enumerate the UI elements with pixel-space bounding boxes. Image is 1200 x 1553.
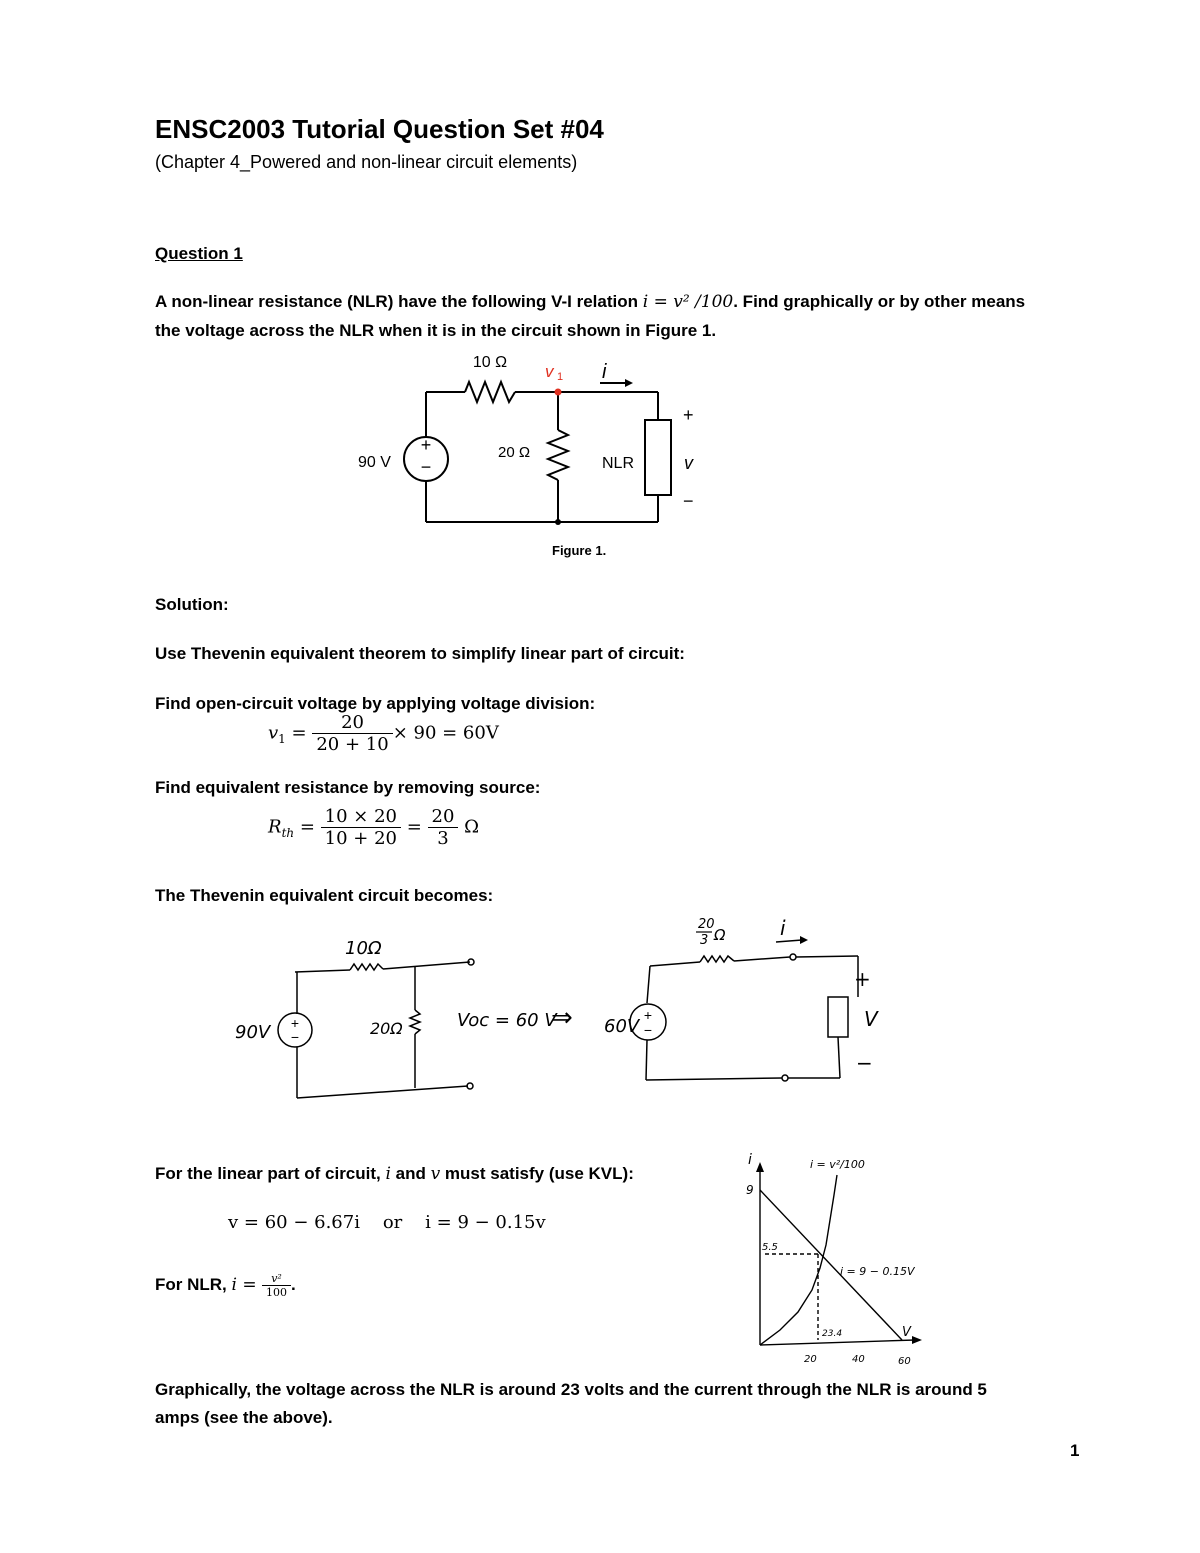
kvl-text-and: and	[390, 1164, 431, 1183]
graph-y-tick: 9	[746, 1183, 754, 1197]
eq1-fraction	[312, 712, 392, 755]
page-number: 1	[1070, 1441, 1080, 1460]
equation-v1: $v_1$ = $\frac{20}{20 + 10}$ × 90 = 60V	[268, 712, 499, 755]
graph-x-tick-40: 40	[852, 1354, 865, 1365]
solution-heading: Solution:	[155, 595, 229, 614]
graph-x-tick-60: 60	[898, 1356, 911, 1367]
label-i: i	[602, 361, 607, 383]
sketch-right-minus: −	[856, 1051, 873, 1075]
source-plus: +	[420, 435, 432, 455]
question-text-line1	[155, 292, 1025, 312]
sketch-right-plus: +	[854, 967, 871, 991]
sketch-right-source-plus: +	[643, 1007, 653, 1023]
kvl-text-i: i	[385, 1164, 391, 1184]
sketch-left-source-minus: −	[290, 1029, 300, 1045]
page-subtitle: (Chapter 4_Powered and non-linear circuit elements)	[155, 152, 578, 172]
eq1-lhs: v	[268, 722, 279, 744]
resistor-10-ohm	[465, 382, 515, 402]
label-10-ohm: 10 Ω	[472, 354, 508, 371]
figure1-caption: Figure 1.	[552, 543, 607, 558]
nlr-fraction	[262, 1272, 291, 1299]
nlr-relation	[155, 1272, 296, 1299]
kvl-text-v: v	[430, 1164, 441, 1184]
question-text-1a: A non-linear resistance (NLR) have the following V-I relation	[155, 292, 643, 311]
sketch-arrow: ⇒	[551, 1002, 573, 1032]
question-relation: i = v² /100	[642, 292, 734, 312]
question-heading: Question 1	[155, 244, 243, 263]
eq1-num: 20	[341, 712, 364, 733]
graph-y-label: i	[748, 1152, 752, 1168]
label-v1-sub: 1	[557, 371, 564, 383]
eq2-fraction1	[321, 806, 401, 849]
graph-curve-label: i = v²/100	[810, 1158, 865, 1171]
page-title: ENSC2003 Tutorial Question Set #04	[155, 114, 604, 144]
sketch-right-circuit	[600, 910, 900, 1090]
sketch-right-r-unit: Ω	[714, 926, 726, 944]
label-plus: +	[683, 405, 694, 425]
label-nlr: NLR	[602, 455, 635, 472]
eq2-lhs: R	[268, 816, 282, 838]
figure1-circuit	[340, 345, 720, 560]
graph-x-label: V	[902, 1325, 911, 1340]
label-90v: 90 V	[358, 454, 391, 471]
equation-rth: $R_{th}$ = $\frac{10 \times 20}{10 + 20}$ = $\frac{20}{3}$ Ω	[268, 806, 480, 849]
sketch-left-r1: 10Ω	[345, 938, 382, 959]
graph-x-mark: 23.4	[822, 1329, 843, 1339]
sketch-right-r-den: 3	[700, 933, 709, 948]
sketch-left-circuit	[225, 930, 605, 1110]
solution-step3: Find equivalent resistance by removing source:	[155, 778, 541, 797]
sketch-right-source: 60V	[604, 1016, 640, 1037]
solution-step4: The Thevenin equivalent circuit becomes:	[155, 886, 494, 905]
kvl-text-b: must satisfy (use KVL):	[440, 1164, 634, 1183]
eq2-fraction2	[428, 806, 459, 849]
sketch-right-r-num: 20	[698, 917, 715, 932]
sketch-graph	[740, 1150, 930, 1370]
sketch-left-source: 90V	[235, 1022, 271, 1043]
graph-x-axis	[760, 1340, 915, 1345]
eq2-sub: th	[281, 826, 295, 841]
question-text-line2: the voltage across the NLR when it is in the circuit shown in Figure 1.	[155, 321, 717, 340]
conclusion-line2: amps (see the above).	[155, 1408, 333, 1427]
label-v: v	[684, 453, 693, 473]
label-minus: −	[683, 491, 694, 511]
kvl-text	[155, 1164, 634, 1184]
nlr-num: v²	[271, 1272, 282, 1285]
sketch-left-source-plus: +	[290, 1015, 300, 1031]
conclusion-line1: Graphically, the voltage across the NLR is around 23 volts and the current through the NLR is around 5	[155, 1380, 987, 1399]
eq1-den: 20 + 10	[312, 733, 392, 755]
label-v1: v	[545, 362, 554, 381]
graph-line-label: i = 9 − 0.15V	[840, 1265, 915, 1278]
eq2-num1: 10 × 20	[324, 806, 397, 827]
kvl-text-a: For the linear part of circuit,	[155, 1164, 386, 1183]
nlr-text: For NLR,	[155, 1274, 232, 1294]
graph-y-mark: 5.5	[762, 1242, 778, 1253]
sketch-left-r2: 20Ω	[370, 1019, 403, 1038]
label-20-ohm: 20 Ω	[498, 444, 531, 461]
sketch-left-voc: Voc = 60 V	[457, 1010, 557, 1031]
eq2-den2: 3	[428, 827, 459, 849]
nlr-den: 100	[262, 1285, 291, 1299]
nlr-end: .	[291, 1274, 296, 1294]
source-minus: −	[420, 457, 432, 477]
nlr-i: i =	[231, 1274, 262, 1295]
eq2-num2: 20	[431, 806, 455, 827]
solution-step1: Use Thevenin equivalent theorem to simplify linear part of circuit:	[155, 644, 685, 663]
eq2-unit: Ω	[464, 816, 480, 838]
kvl-equation: v = 60 − 6.67i or i = 9 − 0.15v	[228, 1212, 546, 1233]
eq1-rhs: × 90 = 60V	[392, 722, 499, 744]
solution-step2: Find open-circuit voltage by applying voltage division:	[155, 694, 596, 713]
eq2-den1: 10 + 20	[321, 827, 401, 849]
question-text-1b: . Find graphically or by other means	[733, 292, 1026, 311]
eq1-sub: 1	[278, 732, 286, 747]
sketch-right-current: i	[780, 916, 786, 940]
graph-x-tick-20: 20	[804, 1354, 817, 1365]
sketch-right-source-minus: −	[643, 1022, 653, 1038]
sketch-right-voltage: V	[864, 1007, 878, 1031]
